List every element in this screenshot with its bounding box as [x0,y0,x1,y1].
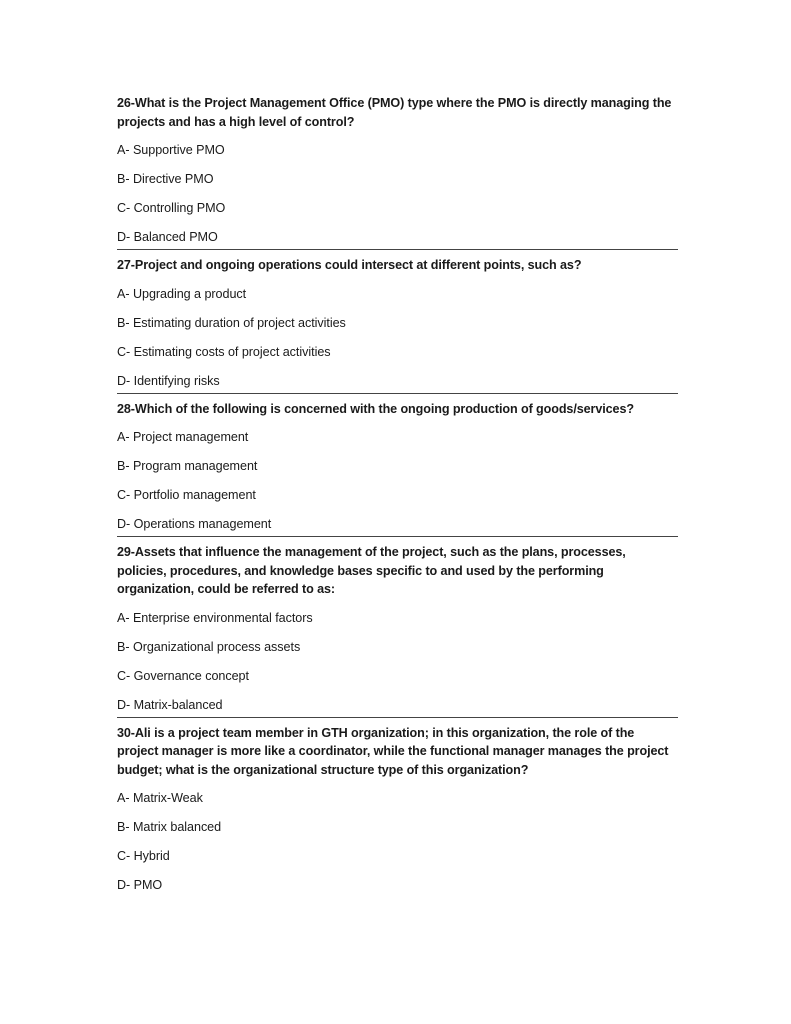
option-b: B- Matrix balanced [117,820,222,834]
question-28 [117,400,678,538]
option-a: A- Project management [117,430,249,444]
question-30 [117,724,678,898]
option-d: D- Identifying risks [117,373,220,388]
question-26 [117,94,678,250]
question-29 [117,543,678,718]
option-d: D- PMO [117,878,163,892]
question-text: 30-Ali is a project team member in GTH organization; in this organization, the role of the project manager is more like a coordinator, while the functional manager manages the project budget; what is the organizational structure type of this organization? [117,725,669,777]
document-page [117,94,678,903]
option-b: B- Directive PMO [117,172,214,186]
question-text: 26-What is the Project Management Office (PMO) type where the PMO is directly managing the projects and has a high level of control? [117,96,672,129]
question-text: 29-Assets that influence the management of the project, such as the plans, processes, policies, procedures, and knowledge bases specific to and used by the performing organization, could be referred to as: [117,545,626,596]
option-c: C- Estimating costs of project activities [117,344,331,359]
question-text: 27-Project and ongoing operations could intersect at different points, such as? [117,258,582,272]
option-c: C- Portfolio management [117,488,256,502]
question-text: 28-Which of the following is concerned with the ongoing production of goods/services? [117,401,634,416]
option-b: B- Organizational process assets [117,639,301,654]
option-a: A- Enterprise environmental factors [117,610,313,625]
option-c: C- Controlling PMO [117,201,226,215]
option-b: B- Program management [117,459,258,473]
option-c: C- Governance concept [117,668,249,683]
option-a: A- Matrix-Weak [117,791,203,805]
option-d: D- Operations management [117,517,272,531]
option-a: A- Upgrading a product [117,286,247,301]
option-a: A- Supportive PMO [117,143,225,157]
option-d: D- Matrix-balanced [117,697,223,712]
option-d: D- Balanced PMO [117,230,218,244]
question-27 [117,256,678,394]
option-b: B- Estimating duration of project activities [117,315,346,330]
option-c: C- Hybrid [117,849,170,863]
